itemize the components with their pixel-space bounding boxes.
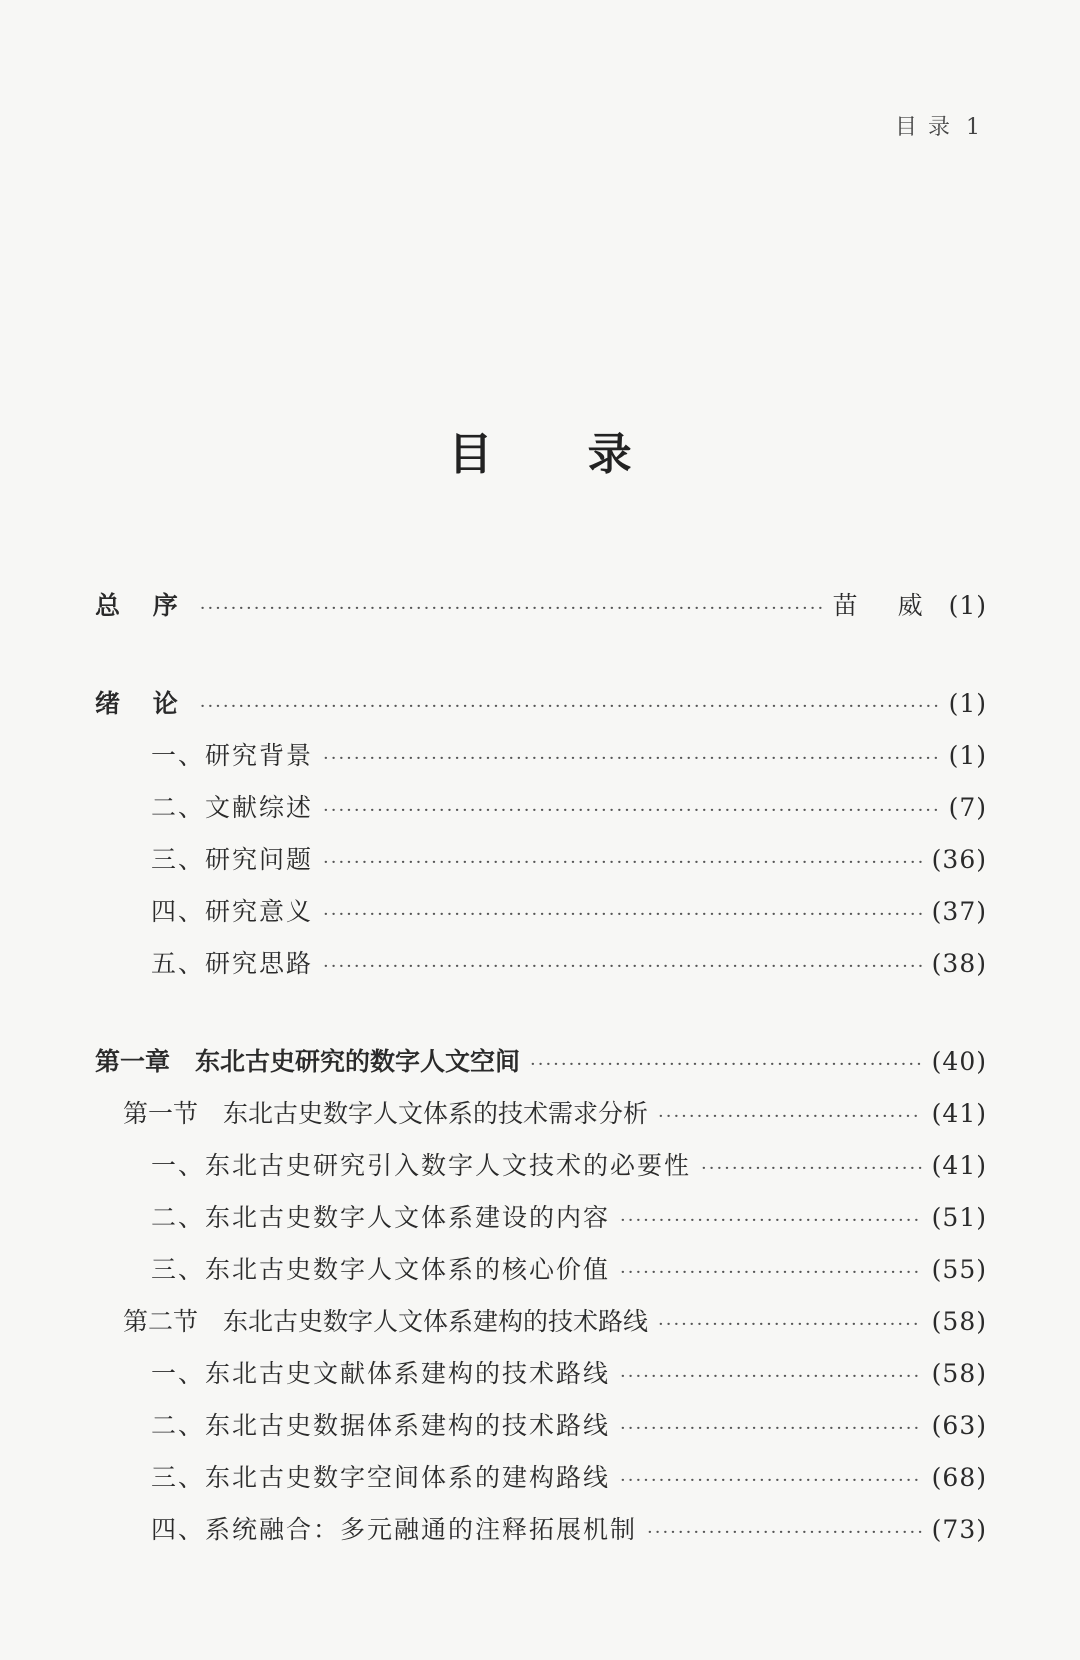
toc-entry-title: 三、东北古史数字空间体系的建构路线: [151, 1463, 611, 1492]
toc-entry[interactable]: [95, 938, 987, 990]
page-title: 目 录: [448, 429, 672, 480]
toc-entry-page-ref: [932, 1244, 987, 1296]
dot-leader: [620, 1455, 922, 1507]
toc-entry[interactable]: [95, 1036, 987, 1088]
toc-entry-page-ref: [932, 1400, 987, 1452]
toc-entry-title: 二、文献综述: [151, 793, 314, 822]
toc-entry[interactable]: [95, 1348, 987, 1400]
toc-entry-title: 第二节 东北古史数字人文体系建构的技术路线: [123, 1307, 649, 1336]
dot-leader: [658, 1299, 922, 1351]
toc-entry-page: (58): [931, 1307, 987, 1336]
toc-entry-page: (63): [931, 1411, 987, 1440]
toc-entry[interactable]: [95, 782, 987, 834]
toc-entry-page-ref: [932, 1504, 987, 1556]
dot-leader: [658, 1091, 922, 1143]
toc-entry-page: (40): [931, 1047, 987, 1076]
toc-entry-title: 一、研究背景: [151, 741, 314, 770]
toc-entry[interactable]: [95, 678, 987, 730]
toc-entry-page: (51): [931, 1203, 987, 1232]
toc-entry-title: 四、研究意义: [151, 897, 314, 926]
toc-entry-page-ref: [932, 938, 987, 990]
toc-entry-page-ref: [932, 886, 987, 938]
toc-entry-page: (68): [931, 1463, 987, 1492]
toc-entry-title: 五、研究思路: [151, 949, 314, 978]
toc-entry-page: (55): [931, 1255, 987, 1284]
toc-entry-page-ref: [932, 1036, 987, 1088]
toc-entry-page-ref: [949, 782, 987, 834]
dot-leader: [200, 681, 939, 733]
dot-leader: [323, 941, 922, 993]
toc-entry-page: (41): [931, 1151, 987, 1180]
toc-entry-page: (1): [948, 591, 987, 620]
toc-entry-page-ref: [932, 834, 987, 886]
dot-leader: [620, 1351, 922, 1403]
toc-entry[interactable]: [95, 1452, 987, 1504]
toc-entry[interactable]: [95, 730, 987, 782]
toc-entry-author: 苗 威: [832, 591, 939, 620]
page-number: 1: [966, 115, 982, 140]
toc-entry-page: (58): [931, 1359, 987, 1388]
toc-entry-page-ref: [932, 1348, 987, 1400]
running-head-label: 目 录: [895, 115, 952, 140]
toc-entry-page-ref: [932, 1140, 987, 1192]
toc-entry-page-ref: [949, 678, 987, 730]
toc-entry[interactable]: [95, 1088, 987, 1140]
toc-entry[interactable]: [95, 1400, 987, 1452]
toc-entry-page: (41): [931, 1099, 987, 1128]
table-of-contents: [95, 580, 987, 1556]
toc-entry-title: 绪 论: [95, 689, 190, 718]
toc-entry-page: (37): [931, 897, 987, 926]
dot-leader: [620, 1247, 922, 1299]
toc-entry-title: 第一节 东北古史数字人文体系的技术需求分析: [123, 1099, 649, 1128]
toc-entry-title: 二、东北古史数据体系建构的技术路线: [151, 1411, 611, 1440]
toc-entry-page: (1): [948, 741, 987, 770]
dot-leader: [620, 1403, 922, 1455]
toc-entry-title: 三、研究问题: [151, 845, 314, 874]
dot-leader: [647, 1507, 922, 1559]
toc-entry[interactable]: [95, 834, 987, 886]
toc-entry[interactable]: [95, 886, 987, 938]
toc-entry-page-ref: [833, 580, 987, 632]
dot-leader: [323, 785, 939, 837]
dot-leader: [530, 1039, 922, 1091]
toc-entry-page: (7): [948, 793, 987, 822]
toc-entry-title: 一、东北古史文献体系建构的技术路线: [151, 1359, 611, 1388]
dot-leader: [620, 1195, 922, 1247]
toc-entry-page-ref: [932, 1452, 987, 1504]
running-head: [895, 110, 982, 141]
toc-entry[interactable]: [95, 1504, 987, 1556]
toc-entry-page-ref: [949, 730, 987, 782]
dot-leader: [701, 1143, 922, 1195]
toc-entry-page-ref: [932, 1296, 987, 1348]
toc-entry[interactable]: [95, 1296, 987, 1348]
toc-entry-page-ref: [932, 1192, 987, 1244]
toc-entry-page: (36): [931, 845, 987, 874]
toc-entry-title: 一、东北古史研究引入数字人文技术的必要性: [151, 1151, 692, 1180]
toc-entry-title: 第一章 东北古史研究的数字人文空间: [95, 1047, 521, 1076]
toc-entry-title: 四、系统融合：多元融通的注释拓展机制: [151, 1515, 638, 1544]
toc-entry[interactable]: [95, 1192, 987, 1244]
dot-leader: [323, 837, 922, 889]
dot-leader: [200, 583, 823, 635]
dot-leader: [323, 733, 939, 785]
toc-entry-page-ref: [932, 1088, 987, 1140]
toc-entry-title: 三、东北古史数字人文体系的核心价值: [151, 1255, 611, 1284]
toc-entry-page: (73): [931, 1515, 987, 1544]
toc-entry[interactable]: [95, 580, 987, 632]
toc-entry-title: 总 序: [95, 591, 190, 620]
toc-entry-page: (38): [931, 949, 987, 978]
toc-entry[interactable]: [95, 1244, 987, 1296]
toc-entry[interactable]: [95, 1140, 987, 1192]
toc-entry-page: (1): [948, 689, 987, 718]
toc-entry-title: 二、东北古史数字人文体系建设的内容: [151, 1203, 611, 1232]
dot-leader: [323, 889, 922, 941]
